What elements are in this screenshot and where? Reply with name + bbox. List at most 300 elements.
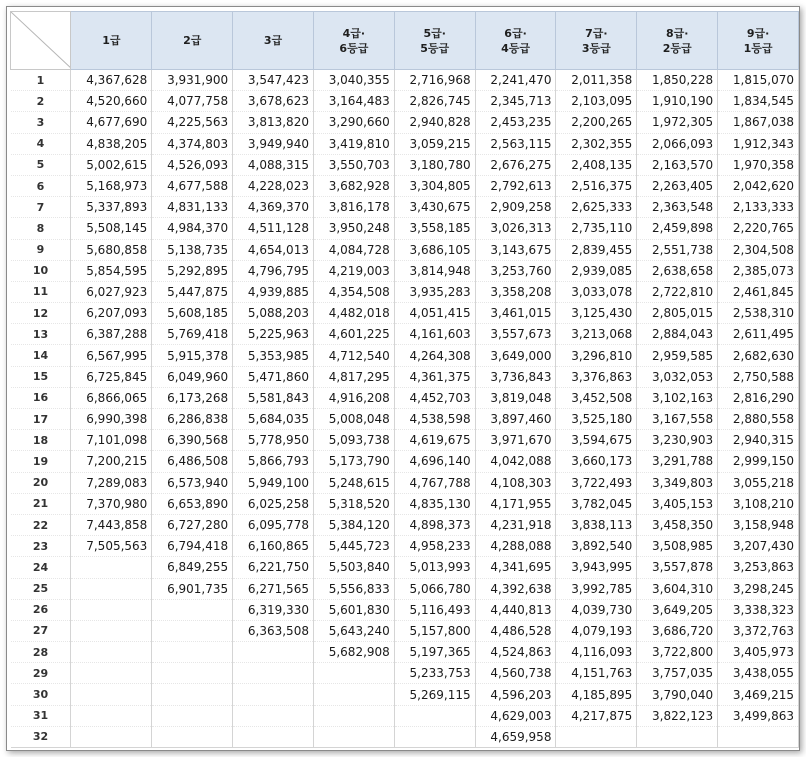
salary-cell: 6,390,568 bbox=[152, 430, 233, 451]
salary-cell: 6,319,330 bbox=[233, 599, 314, 620]
salary-cell: 2,011,358 bbox=[556, 70, 637, 91]
step-number: 21 bbox=[11, 493, 71, 514]
step-number: 25 bbox=[11, 578, 71, 599]
column-header-7: 7급· 3등급 bbox=[556, 12, 637, 70]
salary-cell: 3,816,178 bbox=[313, 197, 394, 218]
salary-cell: 5,684,035 bbox=[233, 409, 314, 430]
salary-cell: 7,200,215 bbox=[71, 451, 152, 472]
salary-cell: 6,866,065 bbox=[71, 387, 152, 408]
salary-cell: 2,563,115 bbox=[475, 133, 556, 154]
salary-cell: 6,095,778 bbox=[233, 514, 314, 535]
salary-cell: 3,782,045 bbox=[556, 493, 637, 514]
salary-cell: 4,116,093 bbox=[556, 642, 637, 663]
step-number: 10 bbox=[11, 260, 71, 281]
salary-cell bbox=[313, 726, 394, 747]
salary-cell: 5,503,840 bbox=[313, 557, 394, 578]
step-number: 12 bbox=[11, 303, 71, 324]
salary-cell: 3,935,283 bbox=[394, 281, 475, 302]
salary-cell: 4,079,193 bbox=[556, 620, 637, 641]
salary-cell: 3,594,675 bbox=[556, 430, 637, 451]
salary-cell: 4,482,018 bbox=[313, 303, 394, 324]
salary-cell: 3,722,493 bbox=[556, 472, 637, 493]
salary-cell: 4,916,208 bbox=[313, 387, 394, 408]
step-number: 22 bbox=[11, 514, 71, 535]
table-row bbox=[11, 175, 799, 196]
column-header-2: 2급 bbox=[152, 12, 233, 70]
table-row bbox=[11, 684, 799, 705]
salary-cell: 3,405,973 bbox=[718, 642, 799, 663]
table-row bbox=[11, 557, 799, 578]
salary-cell: 4,108,303 bbox=[475, 472, 556, 493]
salary-cell: 3,686,720 bbox=[637, 620, 718, 641]
salary-cell: 6,049,960 bbox=[152, 366, 233, 387]
salary-cell: 3,438,055 bbox=[718, 663, 799, 684]
salary-table bbox=[10, 11, 799, 748]
step-number: 16 bbox=[11, 387, 71, 408]
salary-cell: 3,304,805 bbox=[394, 175, 475, 196]
salary-cell bbox=[152, 620, 233, 641]
salary-cell: 2,066,093 bbox=[637, 133, 718, 154]
salary-cell: 6,387,288 bbox=[71, 324, 152, 345]
table-row bbox=[11, 218, 799, 239]
salary-cell: 3,207,430 bbox=[718, 536, 799, 557]
salary-cell: 2,304,508 bbox=[718, 239, 799, 260]
salary-cell: 3,678,623 bbox=[233, 91, 314, 112]
salary-cell: 2,884,043 bbox=[637, 324, 718, 345]
salary-cell: 4,520,660 bbox=[71, 91, 152, 112]
salary-cell: 3,167,558 bbox=[637, 409, 718, 430]
table-row bbox=[11, 154, 799, 175]
salary-cell bbox=[71, 684, 152, 705]
salary-cell: 3,405,153 bbox=[637, 493, 718, 514]
salary-table-frame bbox=[6, 6, 800, 751]
step-number: 6 bbox=[11, 175, 71, 196]
salary-cell: 3,822,123 bbox=[637, 705, 718, 726]
salary-cell: 3,376,863 bbox=[556, 366, 637, 387]
salary-cell: 5,093,738 bbox=[313, 430, 394, 451]
salary-cell: 4,629,003 bbox=[475, 705, 556, 726]
salary-cell: 6,271,565 bbox=[233, 578, 314, 599]
salary-cell: 5,680,858 bbox=[71, 239, 152, 260]
salary-cell: 6,286,838 bbox=[152, 409, 233, 430]
salary-cell: 4,051,415 bbox=[394, 303, 475, 324]
salary-cell: 3,971,670 bbox=[475, 430, 556, 451]
salary-cell: 3,897,460 bbox=[475, 409, 556, 430]
table-row bbox=[11, 578, 799, 599]
step-number: 20 bbox=[11, 472, 71, 493]
salary-cell: 3,557,673 bbox=[475, 324, 556, 345]
salary-cell: 6,901,735 bbox=[152, 578, 233, 599]
table-row bbox=[11, 345, 799, 366]
salary-cell: 2,735,110 bbox=[556, 218, 637, 239]
salary-cell: 5,002,615 bbox=[71, 154, 152, 175]
salary-cell bbox=[394, 726, 475, 747]
salary-cell: 4,217,875 bbox=[556, 705, 637, 726]
salary-cell: 3,649,205 bbox=[637, 599, 718, 620]
salary-cell: 2,163,570 bbox=[637, 154, 718, 175]
salary-cell: 4,601,225 bbox=[313, 324, 394, 345]
salary-cell: 2,999,150 bbox=[718, 451, 799, 472]
step-number: 14 bbox=[11, 345, 71, 366]
step-number: 9 bbox=[11, 239, 71, 260]
salary-cell: 6,486,508 bbox=[152, 451, 233, 472]
salary-cell: 4,369,370 bbox=[233, 197, 314, 218]
salary-cell: 4,654,013 bbox=[233, 239, 314, 260]
salary-cell: 5,197,365 bbox=[394, 642, 475, 663]
step-number: 11 bbox=[11, 281, 71, 302]
salary-cell bbox=[71, 557, 152, 578]
salary-cell bbox=[233, 663, 314, 684]
step-number: 8 bbox=[11, 218, 71, 239]
column-header-6: 6급· 4등급 bbox=[475, 12, 556, 70]
salary-cell: 5,384,120 bbox=[313, 514, 394, 535]
salary-cell: 6,025,258 bbox=[233, 493, 314, 514]
step-number: 28 bbox=[11, 642, 71, 663]
salary-cell: 5,915,378 bbox=[152, 345, 233, 366]
column-header-3: 3급 bbox=[233, 12, 314, 70]
salary-cell: 3,143,675 bbox=[475, 239, 556, 260]
salary-cell: 2,826,745 bbox=[394, 91, 475, 112]
salary-cell: 2,263,405 bbox=[637, 175, 718, 196]
salary-cell: 6,567,995 bbox=[71, 345, 152, 366]
salary-cell: 6,207,093 bbox=[71, 303, 152, 324]
salary-cell: 3,349,803 bbox=[637, 472, 718, 493]
salary-cell: 3,819,048 bbox=[475, 387, 556, 408]
salary-cell: 4,677,690 bbox=[71, 112, 152, 133]
salary-cell bbox=[71, 705, 152, 726]
salary-cell: 4,151,763 bbox=[556, 663, 637, 684]
corner-cell bbox=[11, 12, 71, 70]
salary-cell: 5,173,790 bbox=[313, 451, 394, 472]
salary-cell: 3,649,000 bbox=[475, 345, 556, 366]
table-row bbox=[11, 197, 799, 218]
salary-cell: 4,171,955 bbox=[475, 493, 556, 514]
salary-cell: 4,361,375 bbox=[394, 366, 475, 387]
salary-cell: 2,676,275 bbox=[475, 154, 556, 175]
salary-cell: 4,619,675 bbox=[394, 430, 475, 451]
salary-cell: 3,059,215 bbox=[394, 133, 475, 154]
salary-cell: 7,101,098 bbox=[71, 430, 152, 451]
salary-cell: 3,790,040 bbox=[637, 684, 718, 705]
salary-cell: 3,943,995 bbox=[556, 557, 637, 578]
salary-cell: 4,696,140 bbox=[394, 451, 475, 472]
salary-cell: 4,677,588 bbox=[152, 175, 233, 196]
salary-cell: 5,581,843 bbox=[233, 387, 314, 408]
salary-cell: 5,447,875 bbox=[152, 281, 233, 302]
column-header-4: 4급· 6등급 bbox=[313, 12, 394, 70]
salary-cell: 5,556,833 bbox=[313, 578, 394, 599]
salary-cell: 3,180,780 bbox=[394, 154, 475, 175]
table-row bbox=[11, 642, 799, 663]
table-row bbox=[11, 620, 799, 641]
table-row bbox=[11, 726, 799, 747]
salary-cell: 4,392,638 bbox=[475, 578, 556, 599]
table-row bbox=[11, 91, 799, 112]
salary-cell: 6,027,923 bbox=[71, 281, 152, 302]
salary-cell: 3,547,423 bbox=[233, 70, 314, 91]
salary-cell: 3,372,763 bbox=[718, 620, 799, 641]
salary-cell: 4,796,795 bbox=[233, 260, 314, 281]
salary-cell: 7,443,858 bbox=[71, 514, 152, 535]
salary-cell: 3,253,863 bbox=[718, 557, 799, 578]
salary-cell: 4,838,205 bbox=[71, 133, 152, 154]
salary-cell: 4,088,315 bbox=[233, 154, 314, 175]
column-header-9: 9급· 1등급 bbox=[718, 12, 799, 70]
salary-cell: 5,508,145 bbox=[71, 218, 152, 239]
salary-cell: 2,516,375 bbox=[556, 175, 637, 196]
salary-cell bbox=[71, 620, 152, 641]
salary-cell: 2,042,620 bbox=[718, 175, 799, 196]
salary-cell: 4,817,295 bbox=[313, 366, 394, 387]
salary-cell: 4,452,703 bbox=[394, 387, 475, 408]
salary-cell: 2,792,613 bbox=[475, 175, 556, 196]
salary-cell: 2,133,333 bbox=[718, 197, 799, 218]
salary-cell bbox=[152, 726, 233, 747]
column-header-8: 8급· 2등급 bbox=[637, 12, 718, 70]
salary-cell: 3,757,035 bbox=[637, 663, 718, 684]
salary-cell: 3,040,355 bbox=[313, 70, 394, 91]
salary-cell bbox=[152, 642, 233, 663]
step-number: 2 bbox=[11, 91, 71, 112]
salary-cell bbox=[637, 726, 718, 747]
salary-cell: 4,161,603 bbox=[394, 324, 475, 345]
salary-cell: 1,970,358 bbox=[718, 154, 799, 175]
salary-cell: 3,469,215 bbox=[718, 684, 799, 705]
table-row bbox=[11, 260, 799, 281]
salary-cell: 3,213,068 bbox=[556, 324, 637, 345]
table-row bbox=[11, 133, 799, 154]
salary-cell: 5,601,830 bbox=[313, 599, 394, 620]
salary-cell: 4,538,598 bbox=[394, 409, 475, 430]
salary-cell bbox=[233, 705, 314, 726]
table-row bbox=[11, 451, 799, 472]
salary-cell: 2,638,658 bbox=[637, 260, 718, 281]
table-row bbox=[11, 112, 799, 133]
salary-cell: 4,077,758 bbox=[152, 91, 233, 112]
salary-cell: 3,686,105 bbox=[394, 239, 475, 260]
table-row bbox=[11, 281, 799, 302]
step-number: 7 bbox=[11, 197, 71, 218]
salary-cell: 5,949,100 bbox=[233, 472, 314, 493]
salary-cell: 1,850,228 bbox=[637, 70, 718, 91]
salary-cell: 3,458,350 bbox=[637, 514, 718, 535]
salary-cell: 3,931,900 bbox=[152, 70, 233, 91]
salary-cell: 2,959,585 bbox=[637, 345, 718, 366]
salary-cell bbox=[313, 684, 394, 705]
table-row bbox=[11, 705, 799, 726]
salary-cell: 4,264,308 bbox=[394, 345, 475, 366]
salary-cell: 4,440,813 bbox=[475, 599, 556, 620]
salary-cell: 3,055,218 bbox=[718, 472, 799, 493]
salary-cell: 2,302,355 bbox=[556, 133, 637, 154]
salary-cell: 4,084,728 bbox=[313, 239, 394, 260]
salary-cell: 3,430,675 bbox=[394, 197, 475, 218]
salary-cell: 3,230,903 bbox=[637, 430, 718, 451]
salary-cell: 2,363,548 bbox=[637, 197, 718, 218]
salary-cell: 3,892,540 bbox=[556, 536, 637, 557]
step-number: 31 bbox=[11, 705, 71, 726]
salary-cell: 4,486,528 bbox=[475, 620, 556, 641]
step-number: 32 bbox=[11, 726, 71, 747]
salary-cell: 5,318,520 bbox=[313, 493, 394, 514]
salary-cell: 3,108,210 bbox=[718, 493, 799, 514]
salary-cell: 2,103,095 bbox=[556, 91, 637, 112]
salary-cell: 4,367,628 bbox=[71, 70, 152, 91]
salary-cell: 3,992,785 bbox=[556, 578, 637, 599]
salary-cell: 2,722,810 bbox=[637, 281, 718, 302]
salary-cell: 1,972,305 bbox=[637, 112, 718, 133]
table-row bbox=[11, 472, 799, 493]
salary-cell: 2,940,315 bbox=[718, 430, 799, 451]
salary-cell: 5,292,895 bbox=[152, 260, 233, 281]
salary-cell: 4,526,093 bbox=[152, 154, 233, 175]
salary-cell: 5,643,240 bbox=[313, 620, 394, 641]
salary-cell bbox=[313, 705, 394, 726]
step-number: 19 bbox=[11, 451, 71, 472]
step-number: 29 bbox=[11, 663, 71, 684]
salary-cell: 5,013,993 bbox=[394, 557, 475, 578]
salary-cell: 3,813,820 bbox=[233, 112, 314, 133]
salary-cell: 5,233,753 bbox=[394, 663, 475, 684]
table-row bbox=[11, 303, 799, 324]
salary-cell bbox=[71, 578, 152, 599]
salary-cell: 4,219,003 bbox=[313, 260, 394, 281]
salary-cell: 6,725,845 bbox=[71, 366, 152, 387]
salary-cell: 3,499,863 bbox=[718, 705, 799, 726]
salary-cell: 2,839,455 bbox=[556, 239, 637, 260]
salary-cell: 3,461,015 bbox=[475, 303, 556, 324]
step-number: 15 bbox=[11, 366, 71, 387]
salary-cell: 5,269,115 bbox=[394, 684, 475, 705]
salary-cell bbox=[71, 726, 152, 747]
salary-cell: 6,727,280 bbox=[152, 514, 233, 535]
salary-cell: 3,290,660 bbox=[313, 112, 394, 133]
salary-cell: 4,225,563 bbox=[152, 112, 233, 133]
salary-cell: 5,225,963 bbox=[233, 324, 314, 345]
column-header-1: 1급 bbox=[71, 12, 152, 70]
salary-cell: 2,880,558 bbox=[718, 409, 799, 430]
salary-cell: 6,653,890 bbox=[152, 493, 233, 514]
salary-cell: 4,228,023 bbox=[233, 175, 314, 196]
salary-cell bbox=[71, 663, 152, 684]
salary-cell: 2,716,968 bbox=[394, 70, 475, 91]
step-number: 3 bbox=[11, 112, 71, 133]
salary-cell: 3,660,173 bbox=[556, 451, 637, 472]
salary-cell: 7,289,083 bbox=[71, 472, 152, 493]
salary-cell: 3,736,843 bbox=[475, 366, 556, 387]
salary-cell: 4,511,128 bbox=[233, 218, 314, 239]
salary-cell bbox=[313, 663, 394, 684]
salary-cell: 3,682,928 bbox=[313, 175, 394, 196]
salary-cell: 2,551,738 bbox=[637, 239, 718, 260]
salary-cell: 4,185,895 bbox=[556, 684, 637, 705]
salary-cell: 7,370,980 bbox=[71, 493, 152, 514]
salary-cell: 2,345,713 bbox=[475, 91, 556, 112]
salary-cell: 2,625,333 bbox=[556, 197, 637, 218]
salary-cell bbox=[556, 726, 637, 747]
step-number: 17 bbox=[11, 409, 71, 430]
salary-cell: 5,353,985 bbox=[233, 345, 314, 366]
salary-cell: 1,834,545 bbox=[718, 91, 799, 112]
salary-cell: 3,838,113 bbox=[556, 514, 637, 535]
salary-cell: 2,939,085 bbox=[556, 260, 637, 281]
salary-cell: 4,354,508 bbox=[313, 281, 394, 302]
salary-cell: 3,033,078 bbox=[556, 281, 637, 302]
salary-cell: 1,815,070 bbox=[718, 70, 799, 91]
salary-cell bbox=[71, 599, 152, 620]
step-number: 26 bbox=[11, 599, 71, 620]
salary-cell: 5,168,973 bbox=[71, 175, 152, 196]
salary-cell: 2,805,015 bbox=[637, 303, 718, 324]
salary-cell: 3,604,310 bbox=[637, 578, 718, 599]
salary-cell: 6,221,750 bbox=[233, 557, 314, 578]
salary-cell: 3,558,185 bbox=[394, 218, 475, 239]
salary-cell bbox=[233, 684, 314, 705]
salary-cell: 6,573,940 bbox=[152, 472, 233, 493]
salary-cell: 4,831,133 bbox=[152, 197, 233, 218]
salary-cell: 6,363,508 bbox=[233, 620, 314, 641]
salary-cell bbox=[394, 705, 475, 726]
salary-cell: 5,854,595 bbox=[71, 260, 152, 281]
salary-cell: 4,042,088 bbox=[475, 451, 556, 472]
salary-cell: 4,231,918 bbox=[475, 514, 556, 535]
salary-cell: 4,039,730 bbox=[556, 599, 637, 620]
salary-cell: 2,241,470 bbox=[475, 70, 556, 91]
salary-cell: 3,253,760 bbox=[475, 260, 556, 281]
salary-cell bbox=[152, 705, 233, 726]
table-row bbox=[11, 366, 799, 387]
salary-cell: 6,849,255 bbox=[152, 557, 233, 578]
salary-cell: 3,296,810 bbox=[556, 345, 637, 366]
salary-cell: 3,452,508 bbox=[556, 387, 637, 408]
salary-cell: 2,816,290 bbox=[718, 387, 799, 408]
salary-cell: 6,794,418 bbox=[152, 536, 233, 557]
salary-cell: 5,248,615 bbox=[313, 472, 394, 493]
salary-cell: 5,138,735 bbox=[152, 239, 233, 260]
salary-cell: 4,288,088 bbox=[475, 536, 556, 557]
salary-cell: 5,157,800 bbox=[394, 620, 475, 641]
step-number: 5 bbox=[11, 154, 71, 175]
salary-cell bbox=[718, 726, 799, 747]
salary-cell bbox=[233, 726, 314, 747]
salary-cell: 2,385,073 bbox=[718, 260, 799, 281]
salary-cell: 3,508,985 bbox=[637, 536, 718, 557]
step-number: 24 bbox=[11, 557, 71, 578]
salary-cell: 5,682,908 bbox=[313, 642, 394, 663]
salary-cell: 3,026,313 bbox=[475, 218, 556, 239]
table-row bbox=[11, 663, 799, 684]
salary-cell: 2,453,235 bbox=[475, 112, 556, 133]
salary-cell: 3,032,053 bbox=[637, 366, 718, 387]
salary-cell: 1,867,038 bbox=[718, 112, 799, 133]
salary-cell: 3,949,940 bbox=[233, 133, 314, 154]
salary-cell: 2,220,765 bbox=[718, 218, 799, 239]
diagonal-divider-icon bbox=[11, 12, 71, 69]
salary-cell: 3,722,800 bbox=[637, 642, 718, 663]
salary-cell bbox=[152, 663, 233, 684]
salary-cell: 2,940,828 bbox=[394, 112, 475, 133]
salary-cell: 4,374,803 bbox=[152, 133, 233, 154]
salary-cell bbox=[152, 599, 233, 620]
salary-cell: 5,608,185 bbox=[152, 303, 233, 324]
step-number: 27 bbox=[11, 620, 71, 641]
step-number: 1 bbox=[11, 70, 71, 91]
salary-cell: 1,910,190 bbox=[637, 91, 718, 112]
salary-cell: 3,950,248 bbox=[313, 218, 394, 239]
salary-cell: 4,341,695 bbox=[475, 557, 556, 578]
salary-cell: 4,984,370 bbox=[152, 218, 233, 239]
salary-cell: 3,125,430 bbox=[556, 303, 637, 324]
